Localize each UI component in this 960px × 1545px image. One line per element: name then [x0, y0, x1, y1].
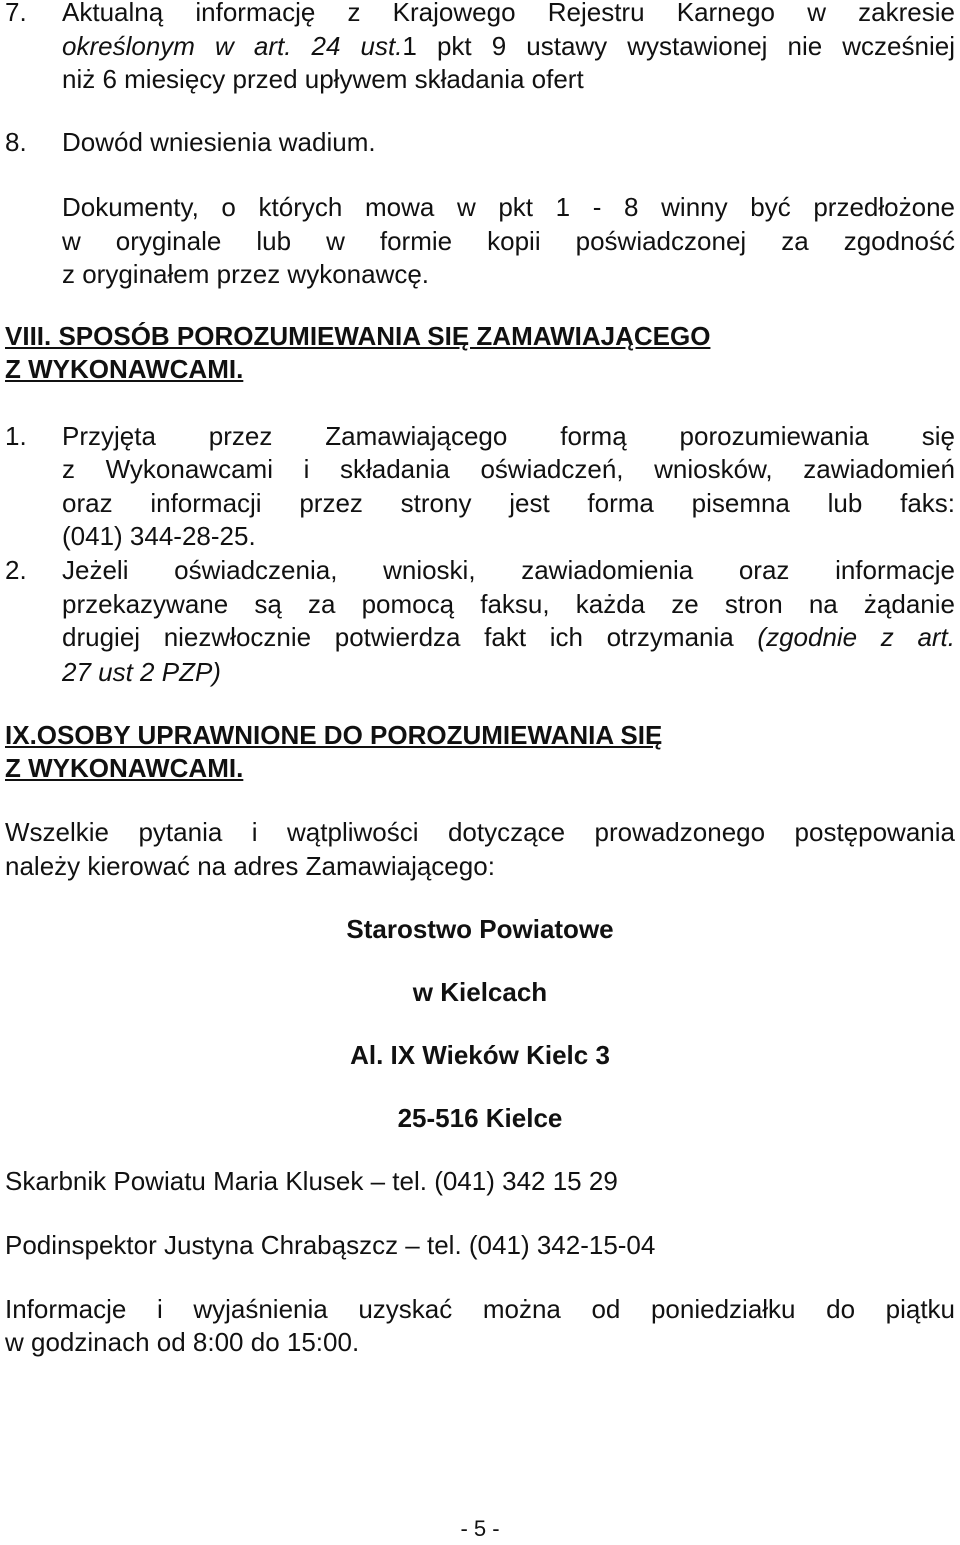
item-7-text-b-rest: 1 pkt 9 ustawy wystawionej nie wcześniej — [402, 31, 955, 61]
viii-2-text-3-normal: drugiej niezwłocznie potwierdza fakt ich otrzymania — [62, 622, 734, 652]
viii-2-line-3 — [62, 621, 955, 654]
heading-ix-line-2: Z WYKONAWCAMI. — [5, 753, 244, 783]
item-7-line-3: niż 6 miesięcy przed upływem składania ofert — [62, 64, 584, 94]
heading-viii-line-2: Z WYKONAWCAMI. — [5, 354, 244, 384]
item-7-text-b-italic: określonym w art. 24 ust. — [62, 31, 403, 61]
item-7-line-2 — [62, 30, 955, 63]
viii-1-line-3: oraz informacji przez strony jest forma pisemna lub faks: — [62, 488, 955, 518]
viii-1-number: 1. — [5, 421, 27, 451]
address-street: Al. IX Wieków Kielc 3 — [350, 1040, 610, 1070]
contact-inspector: Podinspektor Justyna Chrabąszcz – tel. (041) 342-15-04 — [5, 1230, 656, 1260]
documents-note-line-1: Dokumenty, o których mowa w pkt 1 - 8 winny być przedłożone — [62, 192, 955, 222]
viii-2-text-3-italic: (zgodnie z art. — [757, 622, 956, 652]
hours-line-1: Informacje i wyjaśnienia uzyskać można od poniedziałku do piątku — [5, 1294, 955, 1324]
address-name: Starostwo Powiatowe — [346, 914, 614, 944]
viii-1-line-1 — [5, 420, 955, 453]
viii-2-line-2: przekazywane są za pomocą faksu, każda ze stron na żądanie — [62, 589, 955, 619]
item-7-text-a: Aktualną informację z Krajowego Rejestru Karnego w zakresie — [62, 0, 955, 27]
address-city: w Kielcach — [412, 977, 548, 1007]
item-8 — [5, 126, 955, 159]
viii-2-line-4: 27 ust 2 PZP) — [62, 657, 221, 687]
address-postal: 25-516 Kielce — [397, 1103, 563, 1133]
item-7-number: 7. — [5, 0, 27, 27]
ix-intro-line-2: należy kierować na adres Zamawiającego: — [5, 851, 495, 881]
viii-1-line-4: (041) 344-28-25. — [62, 521, 256, 551]
contact-treasurer: Skarbnik Powiatu Maria Klusek – tel. (041) 342 15 29 — [5, 1166, 618, 1196]
heading-ix-line-1: IX.OSOBY UPRAWNIONE DO POROZUMIEWANIA SIĘ — [5, 720, 663, 750]
ix-intro-line-1: Wszelkie pytania i wątpliwości dotyczące prowadzonego postępowania — [5, 817, 955, 847]
hours-line-2: w godzinach od 8:00 do 15:00. — [5, 1327, 360, 1357]
documents-note-line-3: z oryginałem przez wykonawcę. — [62, 259, 430, 289]
item-8-text: Dowód wniesienia wadium. — [62, 127, 376, 157]
item-8-number: 8. — [5, 127, 27, 157]
viii-1-text-1: Przyjęta przez Zamawiającego formą porozumiewania się — [62, 421, 955, 451]
heading-viii-line-1: VIII. SPOSÓB POROZUMIEWANIA SIĘ ZAMAWIAJĄCEGO — [5, 321, 711, 351]
viii-2-text-1: Jeżeli oświadczenia, wnioski, zawiadomienia oraz informacje — [62, 555, 955, 585]
viii-2-line-1 — [5, 554, 955, 587]
page-number: - 5 - — [460, 1516, 500, 1541]
item-7-line-1 — [5, 0, 955, 29]
viii-1-line-2: z Wykonawcami i składania oświadczeń, wniosków, zawiadomień — [62, 454, 955, 484]
viii-2-number: 2. — [5, 555, 27, 585]
documents-note-line-2: w oryginale lub w formie kopii poświadczonej za zgodność — [62, 226, 955, 256]
